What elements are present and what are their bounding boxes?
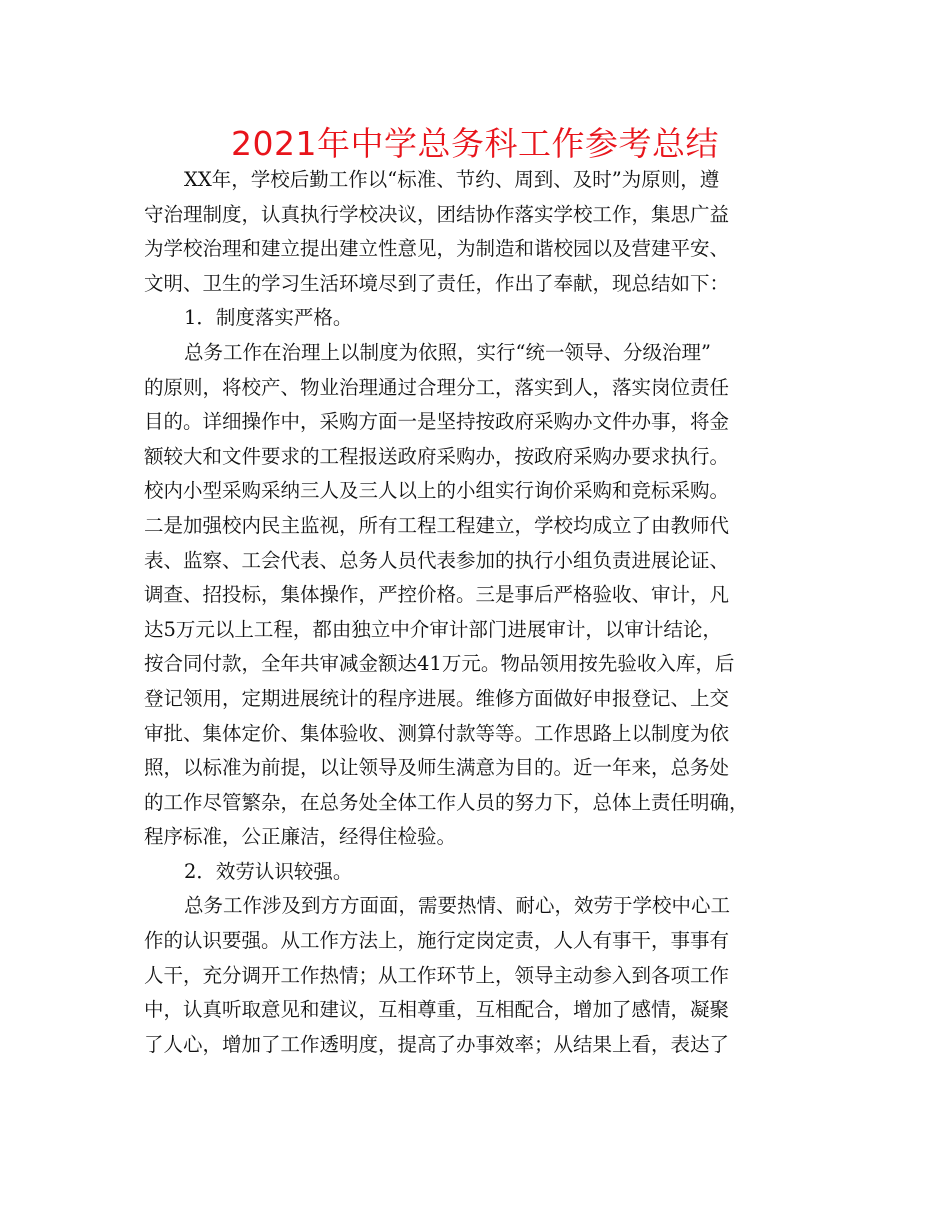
text-line: 登记领用，定期进展统计的程序进展。维修方面做好申报登记、上交	[144, 686, 730, 710]
text-line: 照，以标准为前提，以让领导及师生满意为目的。近一年来，总务处	[144, 756, 730, 780]
text-line: 2．效劳认识较强。	[184, 859, 353, 883]
text-line: 作的认识要强。从工作方法上，施行定岗定责，人人有事干，事事有	[144, 929, 730, 953]
document-body	[144, 163, 808, 1062]
text-line: 总务工作涉及到方方面面，需要热情、耐心，效劳于学校中心工	[184, 894, 731, 918]
text-line: 总务工作在治理上以制度为依照，实行“统一领导、分级治理”	[184, 340, 711, 364]
text-line: 二是加强校内民主监视，所有工程工程建立，学校均成立了由教师代	[144, 513, 730, 537]
text-line: 达5万元以上工程，都由独立中介审计部门进展审计，以审计结论，	[144, 617, 722, 641]
text-line: 程序标准，公正廉洁，经得住检验。	[144, 825, 457, 849]
text-line: 的原则，将校产、物业治理通过合理分工，落实到人，落实岗位责任	[144, 375, 730, 399]
text-line: XX年，学校后勤工作以“标准、节约、周到、及时”为原则，遵	[184, 168, 720, 191]
text-line: 审批、集体定价、集体验收、测算付款等等。工作思路上以制度为依	[144, 721, 730, 745]
text-line: 人干，充分调开工作热情；从工作环节上，领导主动参入到各项工作	[144, 963, 730, 987]
text-line: 调查、招投标，集体操作，严控价格。三是事后严格验收、审计，凡	[144, 583, 730, 607]
text-line: 表、监察、工会代表、总务人员代表参加的执行小组负责进展论证、	[144, 548, 730, 572]
text-line: 守治理制度，认真执行学校决议，团结协作落实学校工作，集思广益	[144, 202, 730, 226]
text-line: 校内小型采购采纳三人及三人以上的小组实行询价采购和竞标采购。	[144, 479, 730, 503]
text-line: 中，认真听取意见和建议，互相尊重，互相配合，增加了感情，凝聚	[144, 998, 730, 1022]
text-line: 额较大和文件要求的工程报送政府采购办，按政府采购办要求执行。	[144, 444, 730, 468]
text-line: 了人心，增加了工作透明度，提高了办事效率；从结果上看，表达了	[144, 1032, 730, 1056]
text-line: 文明、卫生的学习生活环境尽到了责任，作出了奉献，现总结如下：	[144, 271, 730, 295]
document-title: 2021年中学总务科工作参考总结	[231, 124, 719, 163]
text-line: 的工作尽管繁杂，在总务处全体工作人员的努力下，总体上责任明确，	[144, 790, 749, 814]
text-line: 按合同付款，全年共审减金额达41万元。物品领用按先验收入库，后	[144, 652, 735, 676]
text-line: 1．制度落实严格。	[184, 306, 353, 330]
text-line: 为学校治理和建立提出建立性意见，为制造和谐校园以及营建平安、	[144, 237, 730, 261]
text-line: 目的。详细操作中，采购方面一是坚持按政府采购办文件办事，将金	[144, 410, 730, 434]
